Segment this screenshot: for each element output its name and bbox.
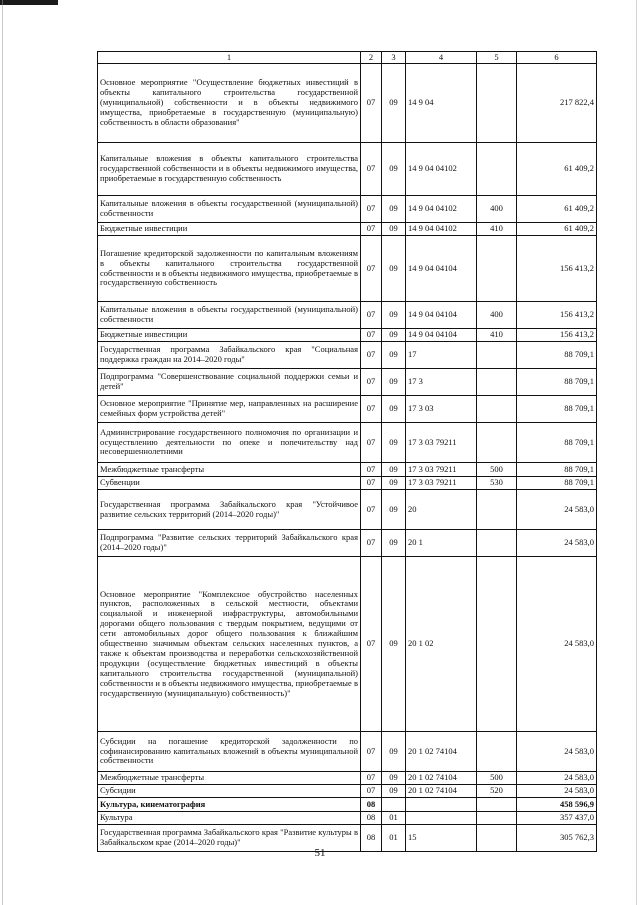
row-name: Межбюджетные трансферты — [98, 772, 361, 785]
table-row — [98, 143, 597, 196]
table-row — [98, 223, 597, 236]
table-row — [98, 798, 597, 812]
row-target-code: 20 1 02 — [406, 557, 477, 732]
table-row — [98, 812, 597, 825]
row-expense-type — [477, 236, 517, 302]
row-name: Капитальные вложения в объекты государственной (муниципальной) собственности — [98, 196, 361, 223]
header-col-4: 4 — [406, 52, 477, 64]
table-row — [98, 490, 597, 530]
scan-edge-right — [636, 0, 637, 905]
row-name: Подпрограмма "Совершенствование социальной поддержки семьи и детей" — [98, 369, 361, 396]
row-target-code: 17 — [406, 342, 477, 369]
row-amount: 61 409,2 — [517, 223, 597, 236]
row-target-code: 14 9 04 04104 — [406, 302, 477, 329]
budget-table-body — [98, 52, 597, 852]
row-name: Государственная программа Забайкальского края "Социальная поддержка граждан на 2014–2020 годы" — [98, 342, 361, 369]
row-section: 07 — [361, 223, 382, 236]
row-expense-type — [477, 530, 517, 557]
row-amount: 88 709,1 — [517, 396, 597, 423]
row-name: Государственная программа Забайкальского края "Устойчивое развитие сельских территорий (2014–2020 годы)" — [98, 490, 361, 530]
table-row — [98, 732, 597, 772]
row-target-code: 17 3 03 — [406, 396, 477, 423]
row-expense-type — [477, 423, 517, 463]
row-section: 07 — [361, 772, 382, 785]
row-expense-type: 410 — [477, 329, 517, 342]
row-target-code: 15 — [406, 825, 477, 852]
row-name: Основное мероприятие "Осуществление бюджетных инвестиций в объекты капитального строительства государственной (муниципальной) собственности и в объекты недвижимого имущества, приобретаемые в государственную (муниципальную) собственность в области образования" — [98, 64, 361, 143]
row-amount: 88 709,1 — [517, 342, 597, 369]
row-name: Основное мероприятие "Комплексное обустройство населенных пунктов, расположенных в сельской местности, объектами социальной и инженерной инфраструктуры, автомобильными дорогами общего пользования с твердым покрытием, ведущими от сети автомобильных дорог общего пользования к ближайшим общественно значимым объектам сельских населенных пунктов, а также к объектам производства и переработки сельскохозяйственной продукции (осуществление бюджетных инвестиций в объекты капитального строительства государственной (муниципальной) собственности и в объекты недвижимого имущества, приобретаемые в государственную (муниципальную) собственность)" — [98, 557, 361, 732]
row-target-code: 20 1 02 74104 — [406, 732, 477, 772]
row-section: 07 — [361, 530, 382, 557]
row-amount: 24 583,0 — [517, 732, 597, 772]
page-number: 51 — [314, 847, 326, 859]
row-subsection: 09 — [382, 423, 406, 463]
row-expense-type — [477, 798, 517, 812]
row-target-code: 20 1 02 74104 — [406, 772, 477, 785]
row-expense-type — [477, 342, 517, 369]
row-subsection: 09 — [382, 196, 406, 223]
table-row — [98, 64, 597, 143]
row-expense-type — [477, 396, 517, 423]
row-name: Государственная программа Забайкальского края "Развитие культуры в Забайкальском крае (2014–2020 годы)" — [98, 825, 361, 852]
row-subsection: 09 — [382, 477, 406, 490]
header-row — [98, 52, 597, 64]
row-subsection: 09 — [382, 64, 406, 143]
row-subsection: 09 — [382, 772, 406, 785]
row-subsection: 09 — [382, 329, 406, 342]
row-name: Культура — [98, 812, 361, 825]
row-name: Субвенции — [98, 477, 361, 490]
row-name: Подпрограмма "Развитие сельских территорий Забайкальского края (2014–2020 годы)" — [98, 530, 361, 557]
row-target-code: 14 9 04 04104 — [406, 329, 477, 342]
row-section: 07 — [361, 302, 382, 329]
row-section: 07 — [361, 490, 382, 530]
row-amount: 24 583,0 — [517, 490, 597, 530]
row-amount: 88 709,1 — [517, 477, 597, 490]
row-amount: 156 413,2 — [517, 302, 597, 329]
row-expense-type: 410 — [477, 223, 517, 236]
table-row — [98, 302, 597, 329]
row-name: Субсидии на погашение кредиторской задолженности по софинансированию капитальных вложений в объекты муниципальной собственности — [98, 732, 361, 772]
table-row — [98, 329, 597, 342]
row-expense-type: 500 — [477, 772, 517, 785]
header-col-6: 6 — [517, 52, 597, 64]
row-section: 07 — [361, 196, 382, 223]
table-row — [98, 477, 597, 490]
row-amount: 88 709,1 — [517, 369, 597, 396]
row-subsection: 09 — [382, 302, 406, 329]
row-target-code: 20 1 02 74104 — [406, 785, 477, 798]
row-section: 07 — [361, 329, 382, 342]
row-expense-type — [477, 557, 517, 732]
row-target-code: 20 1 — [406, 530, 477, 557]
row-amount: 61 409,2 — [517, 143, 597, 196]
row-expense-type — [477, 812, 517, 825]
row-target-code: 14 9 04 04102 — [406, 223, 477, 236]
row-section: 07 — [361, 64, 382, 143]
row-amount: 305 762,3 — [517, 825, 597, 852]
row-name: Погашение кредиторской задолженности по капитальным вложениям в объекты капитального строительства государственной собственности и в объекты недвижимого имущества, приобретаемые в государственную собственность — [98, 236, 361, 302]
row-target-code: 17 3 03 79211 — [406, 477, 477, 490]
row-amount: 156 413,2 — [517, 329, 597, 342]
row-name: Культура, кинематография — [98, 798, 361, 812]
row-amount: 24 583,0 — [517, 557, 597, 732]
row-amount: 61 409,2 — [517, 196, 597, 223]
scan-edge-left — [2, 0, 3, 905]
table-row — [98, 423, 597, 463]
row-name: Бюджетные инвестиции — [98, 329, 361, 342]
row-amount: 156 413,2 — [517, 236, 597, 302]
row-expense-type — [477, 64, 517, 143]
row-expense-type — [477, 143, 517, 196]
row-subsection: 09 — [382, 143, 406, 196]
row-name: Основное мероприятие "Принятие мер, направленных на расширение семейных форм устройства детей" — [98, 396, 361, 423]
row-section: 07 — [361, 557, 382, 732]
row-expense-type: 530 — [477, 477, 517, 490]
table-row — [98, 463, 597, 477]
row-section: 07 — [361, 143, 382, 196]
row-subsection: 09 — [382, 530, 406, 557]
row-expense-type: 500 — [477, 463, 517, 477]
table-row — [98, 785, 597, 798]
row-subsection: 01 — [382, 825, 406, 852]
row-amount: 357 437,0 — [517, 812, 597, 825]
table-row — [98, 530, 597, 557]
row-section: 08 — [361, 798, 382, 812]
row-section: 07 — [361, 236, 382, 302]
row-subsection — [382, 798, 406, 812]
row-subsection: 09 — [382, 342, 406, 369]
row-expense-type — [477, 369, 517, 396]
header-col-5: 5 — [477, 52, 517, 64]
header-col-1: 1 — [98, 52, 361, 64]
row-section: 07 — [361, 477, 382, 490]
row-section: 07 — [361, 732, 382, 772]
row-subsection: 01 — [382, 812, 406, 825]
budget-table — [97, 51, 597, 852]
row-name: Межбюджетные трансферты — [98, 463, 361, 477]
table-row — [98, 772, 597, 785]
row-target-code: 17 3 03 79211 — [406, 463, 477, 477]
row-amount: 217 822,4 — [517, 64, 597, 143]
row-subsection: 09 — [382, 732, 406, 772]
table-row — [98, 396, 597, 423]
table-row — [98, 557, 597, 732]
row-section: 07 — [361, 369, 382, 396]
row-name: Капитальные вложения в объекты капитального строительства государственной собственности и в объекты недвижимого имущества, приобретаемые в государственную собственность — [98, 143, 361, 196]
row-target-code: 20 — [406, 490, 477, 530]
row-subsection: 09 — [382, 490, 406, 530]
row-section: 08 — [361, 812, 382, 825]
row-amount: 88 709,1 — [517, 463, 597, 477]
row-subsection: 09 — [382, 557, 406, 732]
row-target-code: 14 9 04 — [406, 64, 477, 143]
row-subsection: 09 — [382, 463, 406, 477]
row-amount: 24 583,0 — [517, 785, 597, 798]
row-expense-type: 400 — [477, 302, 517, 329]
row-expense-type: 520 — [477, 785, 517, 798]
row-subsection: 09 — [382, 223, 406, 236]
header-col-3: 3 — [382, 52, 406, 64]
row-name: Бюджетные инвестиции — [98, 223, 361, 236]
row-subsection: 09 — [382, 236, 406, 302]
row-target-code — [406, 798, 477, 812]
row-amount: 458 596,9 — [517, 798, 597, 812]
table-row — [98, 342, 597, 369]
row-amount: 24 583,0 — [517, 530, 597, 557]
row-subsection: 09 — [382, 785, 406, 798]
row-target-code: 17 3 03 79211 — [406, 423, 477, 463]
row-expense-type: 400 — [477, 196, 517, 223]
row-target-code: 14 9 04 04102 — [406, 196, 477, 223]
row-subsection: 09 — [382, 369, 406, 396]
header-col-2: 2 — [361, 52, 382, 64]
row-target-code: 17 3 — [406, 369, 477, 396]
row-target-code: 14 9 04 04102 — [406, 143, 477, 196]
row-name: Капитальные вложения в объекты государственной (муниципальной) собственности — [98, 302, 361, 329]
row-section: 07 — [361, 396, 382, 423]
table-row — [98, 236, 597, 302]
row-amount: 24 583,0 — [517, 772, 597, 785]
row-section: 07 — [361, 785, 382, 798]
row-section: 08 — [361, 825, 382, 852]
row-expense-type — [477, 732, 517, 772]
row-amount: 88 709,1 — [517, 423, 597, 463]
row-target-code — [406, 812, 477, 825]
row-subsection: 09 — [382, 396, 406, 423]
table-row — [98, 369, 597, 396]
scan-corner-mark — [0, 0, 58, 5]
row-section: 07 — [361, 342, 382, 369]
row-target-code: 14 9 04 04104 — [406, 236, 477, 302]
table-row — [98, 196, 597, 223]
row-section: 07 — [361, 423, 382, 463]
row-expense-type — [477, 490, 517, 530]
row-name: Администрирование государственного полномочия по организации и осуществлению деятельности по опеке и попечительству над несовершеннолетними — [98, 423, 361, 463]
row-name: Субсидии — [98, 785, 361, 798]
row-section: 07 — [361, 463, 382, 477]
